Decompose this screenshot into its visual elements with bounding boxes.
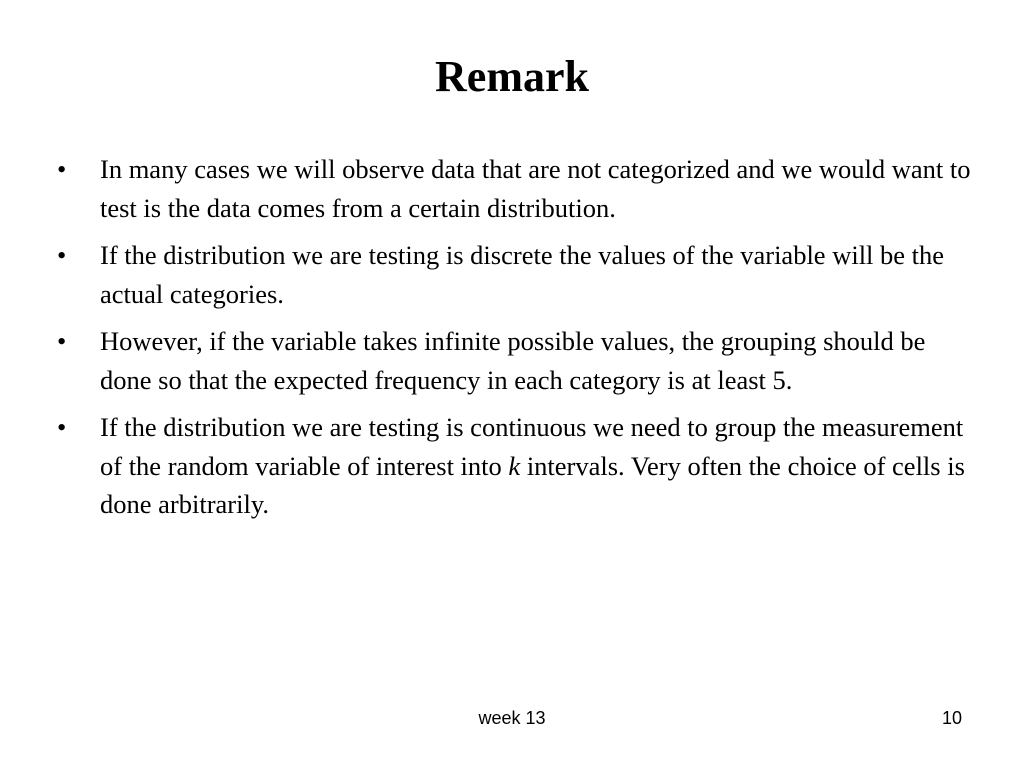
bullet-text-before: If the distribution we are testing is continuous we need to group the measurement of the random variable of interest into (100, 412, 964, 481)
bullet-text: In many cases we will observe data that are not categorized and we would want to test is the data comes from a certain distribution. (100, 154, 971, 223)
footer-week-label: week 13 (478, 708, 546, 728)
bullet-marker: • (57, 240, 67, 270)
variable-k: k (508, 450, 521, 481)
bullet-item (57, 236, 972, 313)
bullet-item (57, 150, 972, 227)
bullet-item (57, 322, 972, 399)
slide-title: Remark (435, 52, 589, 101)
bullet-list (57, 150, 972, 533)
bullet-text: However, if the variable takes infinite possible values, the grouping should be done so that the expected frequency in each category is at least 5. (100, 326, 926, 395)
bullet-text: If the distribution we are testing is discrete the values of the variable will be the actual categories. (100, 240, 945, 309)
bullet-marker: • (57, 154, 67, 184)
page-number: 10 (941, 708, 962, 728)
bullet-marker: • (57, 326, 67, 356)
bullet-item (57, 408, 972, 524)
bullet-text (100, 412, 965, 519)
bullet-text-after: intervals. Very often the choice of cells is done arbitrarily. (100, 450, 965, 519)
bullet-marker: • (57, 412, 67, 442)
